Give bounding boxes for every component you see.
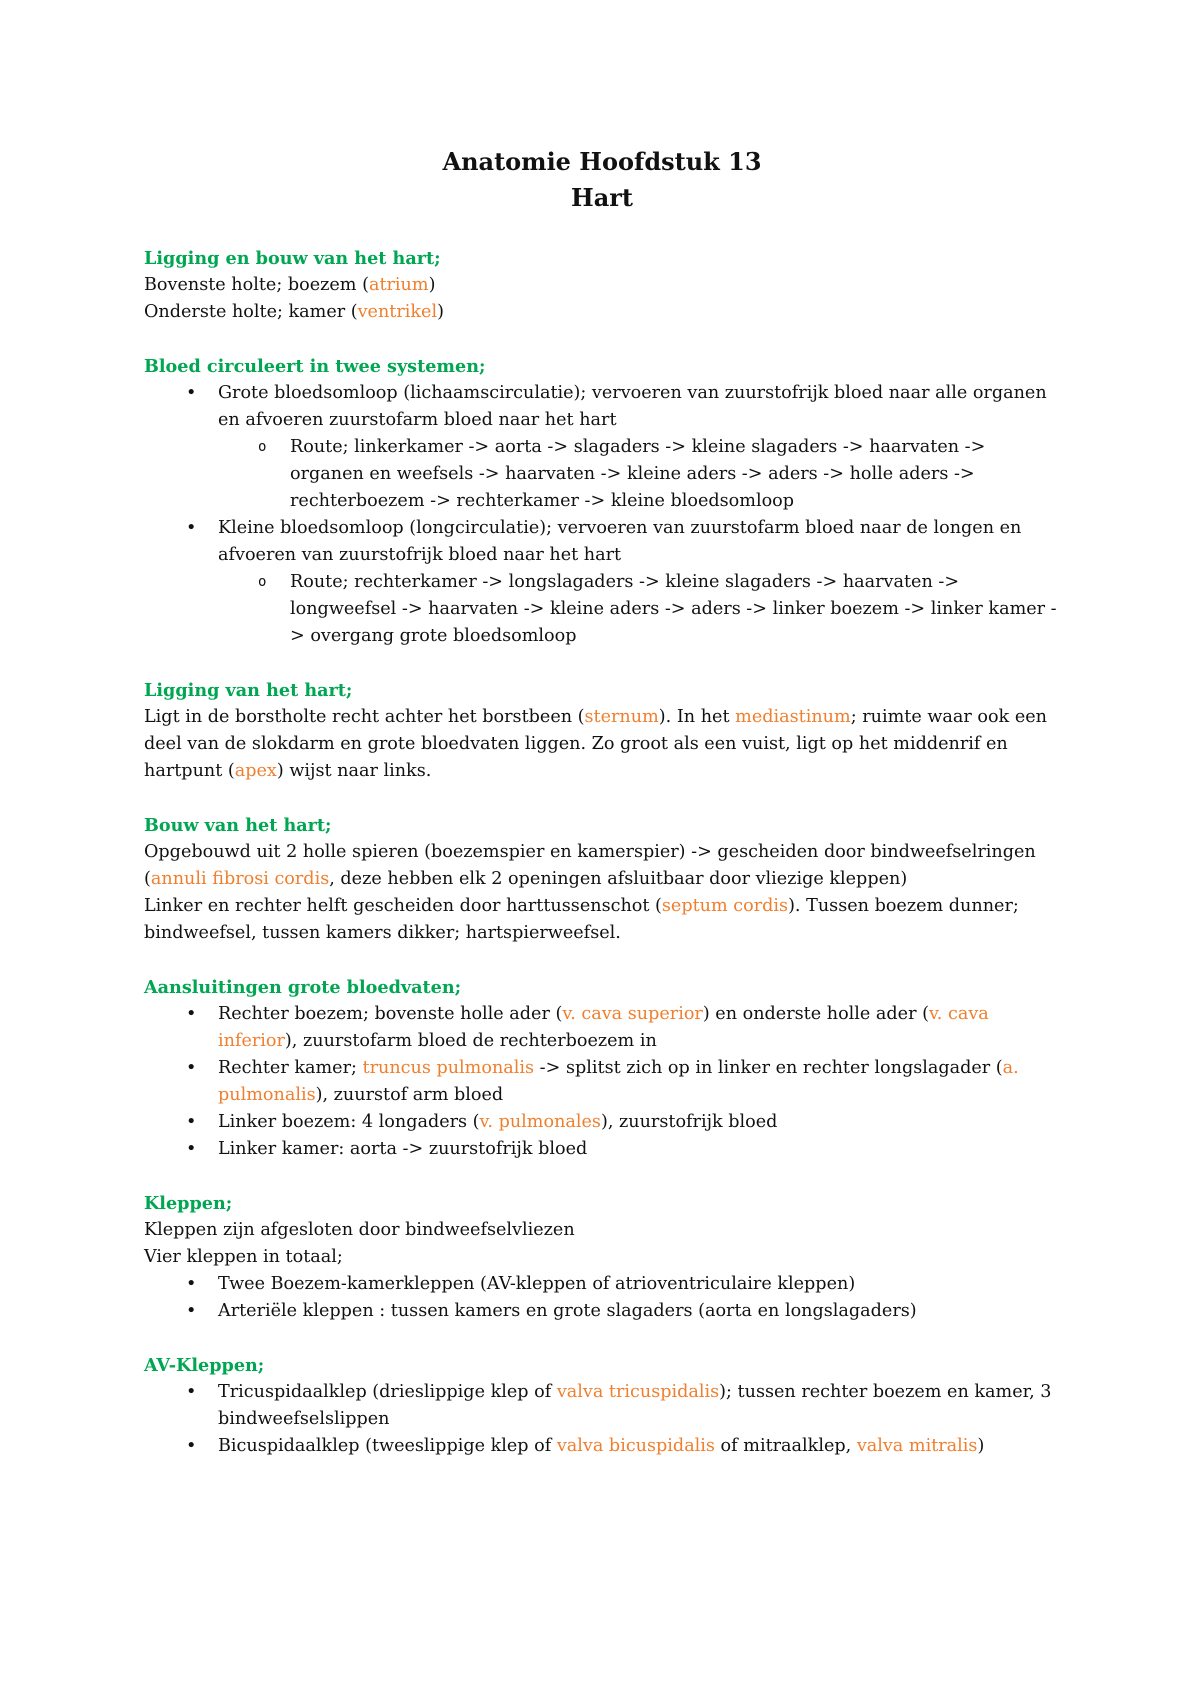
list-item: • Arteriële kleppen : tussen kamers en grote slagaders (aorta en longslagaders) xyxy=(144,1298,1060,1325)
document-title: Anatomie Hoofdstuk 13 xyxy=(442,147,762,176)
text: Onderste holte; kamer ( xyxy=(144,302,358,322)
latin-term: septum cordis xyxy=(661,896,789,916)
sub-list xyxy=(218,434,1060,515)
text: Opgebouwd uit 2 holle spieren (boezemspier en kamerspier) -> gescheiden door bindweefselringen ( xyxy=(144,842,1036,889)
latin-term: valva bicuspidalis xyxy=(556,1436,715,1456)
title-block xyxy=(144,144,1060,216)
list-item xyxy=(144,380,1060,515)
section-av-kleppen xyxy=(144,1352,1060,1460)
text: , deze hebben elk 2 openingen afsluitbaar door vliezige kleppen) xyxy=(329,869,908,889)
list-item xyxy=(144,515,1060,650)
sub-list xyxy=(218,569,1060,650)
latin-term: valva mitralis xyxy=(856,1436,978,1456)
section-heading: Bouw van het hart; xyxy=(144,815,332,836)
latin-term: v. cava superior xyxy=(562,1004,703,1024)
section-ligging-van-het-hart xyxy=(144,677,1060,785)
list-item xyxy=(144,1109,1060,1136)
sub-list-item: o Route; rechterkamer -> longslagaders -> kleine slagaders -> haarvaten -> longweefsel -> haarvaten -> kleine aders -> aders -> linker boezem -> linker kamer -> overgang grote bloedsomloop xyxy=(218,569,1060,650)
list-item xyxy=(144,1379,1060,1433)
latin-term: v. pulmonales xyxy=(479,1112,601,1132)
paragraph-line: Kleppen zijn afgesloten door bindweefselvliezen xyxy=(144,1220,575,1240)
list-item xyxy=(144,1055,1060,1109)
section-heading: Kleppen; xyxy=(144,1193,233,1214)
bullet-list xyxy=(144,380,1060,650)
bullet-list xyxy=(144,1271,1060,1325)
text: ); tussen rechter boezem en kamer, 3 bindweefselslippen xyxy=(218,1382,1052,1429)
section-heading: Aansluitingen grote bloedvaten; xyxy=(144,977,462,998)
section-heading: Bloed circuleert in twee systemen; xyxy=(144,356,486,377)
text: Kleine bloedsomloop (longcirculatie); vervoeren van zuurstofarm bloed naar de longen en afvoeren van zuurstofrijk bloed naar het hart xyxy=(218,518,1022,565)
bullet-list xyxy=(144,1379,1060,1460)
text: ). Tussen boezem dunner; bindweefsel, tussen kamers dikker; hartspierweefsel. xyxy=(144,896,1019,943)
paragraph xyxy=(144,839,1060,893)
paragraph-line: Vier kleppen in totaal; xyxy=(144,1247,343,1267)
text: ), zuurstofarm bloed de rechterboezem in xyxy=(284,1031,657,1051)
section-heading: Ligging van het hart; xyxy=(144,680,353,701)
paragraph-line xyxy=(144,299,1060,326)
text: ) wijst naar links. xyxy=(276,761,432,781)
text: Grote bloedsomloop (lichaamscirculatie); vervoeren van zuurstofrijk bloed naar alle organen en afvoeren zuurstofarm bloed naar het hart xyxy=(218,383,1047,430)
latin-term: v. cava inferior xyxy=(218,1004,989,1051)
list-item: • Twee Boezem-kamerkleppen (AV-kleppen of atrioventriculaire kleppen) xyxy=(144,1271,1060,1298)
latin-term: truncus pulmonalis xyxy=(362,1058,535,1078)
text: Bicuspidaalklep (tweeslippige klep of xyxy=(218,1436,557,1456)
text: Ligt in de borstholte recht achter het borstbeen ( xyxy=(144,707,585,727)
text: Tricuspidaalklep (drieslippige klep of xyxy=(218,1382,557,1402)
text: Linker en rechter helft gescheiden door harttussenschot ( xyxy=(144,896,662,916)
latin-term: valva tricuspidalis xyxy=(556,1382,720,1402)
paragraph xyxy=(144,893,1060,947)
latin-term: mediastinum xyxy=(735,707,851,727)
section-bouw-van-het-hart xyxy=(144,812,1060,947)
text: ), zuurstof arm bloed xyxy=(315,1085,504,1105)
latin-term: sternum xyxy=(584,707,659,727)
section-bloed-circuleert xyxy=(144,353,1060,650)
section-aansluitingen xyxy=(144,974,1060,1163)
section-heading: Ligging en bouw van het hart; xyxy=(144,248,441,269)
document-subtitle: Hart xyxy=(571,183,633,212)
latin-term: annuli fibrosi cordis xyxy=(150,869,330,889)
text: ) xyxy=(977,1436,985,1456)
bullet-list xyxy=(144,1001,1060,1163)
text: Bovenste holte; boezem ( xyxy=(144,275,369,295)
latin-term: ventrikel xyxy=(357,302,438,322)
text: Rechter boezem; bovenste holle ader ( xyxy=(218,1004,563,1024)
list-item xyxy=(144,1433,1060,1460)
section-ligging-en-bouw xyxy=(144,245,1060,326)
text: ) xyxy=(437,302,444,322)
text: -> splitst zich op in linker en rechter longslagader ( xyxy=(534,1058,1003,1078)
text: ) en onderste holle ader ( xyxy=(702,1004,929,1024)
list-item: • Linker kamer: aorta -> zuurstofrijk bloed xyxy=(144,1136,1060,1163)
list-item xyxy=(144,1001,1060,1055)
text: Linker boezem: 4 longaders ( xyxy=(218,1112,480,1132)
text: ; ruimte waar ook een deel van de slokdarm en grote bloedvaten liggen. Zo groot als een vuist, ligt op het middenrif en hartpunt ( xyxy=(144,707,1047,781)
section-heading: AV-Kleppen; xyxy=(144,1355,265,1376)
sub-list-item: o Route; linkerkamer -> aorta -> slagaders -> kleine slagaders -> haarvaten -> organen en weefsels -> haarvaten -> kleine aders -> aders -> holle aders -> rechterboezem -> rechterkamer -> kleine bloedsomloop xyxy=(218,434,1060,515)
paragraph xyxy=(144,704,1060,785)
latin-term: a. pulmonalis xyxy=(218,1058,1019,1105)
section-kleppen xyxy=(144,1190,1060,1325)
text: Rechter kamer; xyxy=(218,1058,363,1078)
latin-term: atrium xyxy=(368,275,429,295)
latin-term: apex xyxy=(234,761,277,781)
text: ), zuurstofrijk bloed xyxy=(600,1112,778,1132)
text: ) xyxy=(428,275,436,295)
paragraph-line xyxy=(144,272,1060,299)
text: ). In het xyxy=(658,707,736,727)
text: of mitraalklep, xyxy=(714,1436,857,1456)
